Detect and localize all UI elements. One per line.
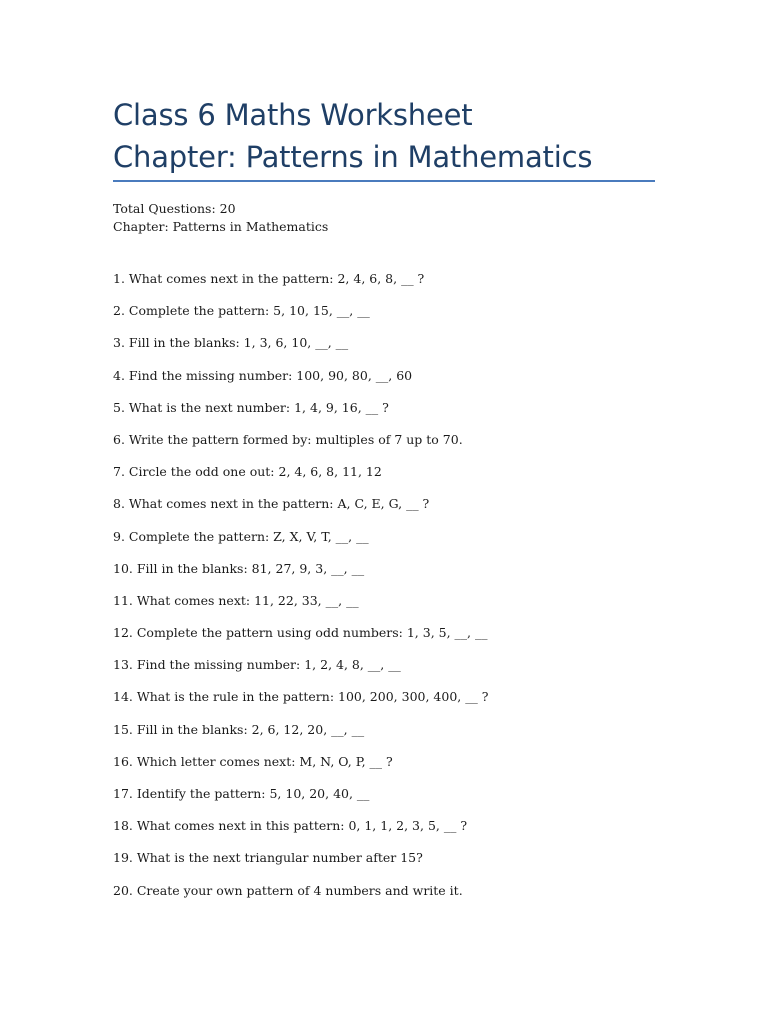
chapter-label: Chapter: Patterns in Mathematics — [113, 219, 329, 234]
title-divider — [113, 180, 655, 182]
question-item: 7. Circle the odd one out: 2, 4, 6, 8, 11, 12 — [113, 464, 382, 480]
total-questions: Total Questions: 20 — [113, 201, 236, 216]
question-item: 10. Fill in the blanks: 81, 27, 9, 3, __, __ — [113, 560, 365, 576]
question-item: 12. Complete the pattern using odd numbers: 1, 3, 5, __, __ — [113, 625, 488, 641]
worksheet-meta — [113, 200, 328, 236]
question-item: 3. Fill in the blanks: 1, 3, 6, 10, __, __ — [113, 335, 349, 351]
question-item: 19. What is the next triangular number after 15? — [113, 850, 423, 866]
worksheet-title — [113, 94, 655, 178]
question-item: 2. Complete the pattern: 5, 10, 15, __, __ — [113, 303, 370, 319]
title-line-2: Chapter: Patterns in Mathematics — [113, 140, 593, 174]
question-item: 5. What is the next number: 1, 4, 9, 16, __ ? — [113, 399, 389, 415]
question-item: 15. Fill in the blanks: 2, 6, 12, 20, __, __ — [113, 721, 365, 737]
question-item: 11. What comes next: 11, 22, 33, __, __ — [113, 592, 359, 608]
question-item: 20. Create your own pattern of 4 numbers and write it. — [113, 882, 463, 898]
question-item: 16. Which letter comes next: M, N, O, P, __ ? — [113, 753, 393, 769]
title-line-1: Class 6 Maths Worksheet — [113, 98, 473, 132]
question-item: 6. Write the pattern formed by: multiples of 7 up to 70. — [113, 431, 463, 447]
question-item: 1. What comes next in the pattern: 2, 4, 6, 8, __ ? — [113, 271, 425, 286]
question-item: 4. Find the missing number: 100, 90, 80, __, 60 — [113, 367, 413, 383]
question-item: 13. Find the missing number: 1, 2, 4, 8, __, __ — [113, 657, 401, 673]
question-item: 17. Identify the pattern: 5, 10, 20, 40, __ — [113, 786, 370, 801]
question-item: 9. Complete the pattern: Z, X, V, T, __, __ — [113, 528, 369, 544]
question-list — [113, 270, 488, 914]
question-item: 14. What is the rule in the pattern: 100, 200, 300, 400, __ ? — [113, 689, 489, 705]
question-item: 8. What comes next in the pattern: A, C, E, G, __ ? — [113, 496, 430, 512]
question-item: 18. What comes next in this pattern: 0, 1, 1, 2, 3, 5, __ ? — [113, 818, 468, 834]
